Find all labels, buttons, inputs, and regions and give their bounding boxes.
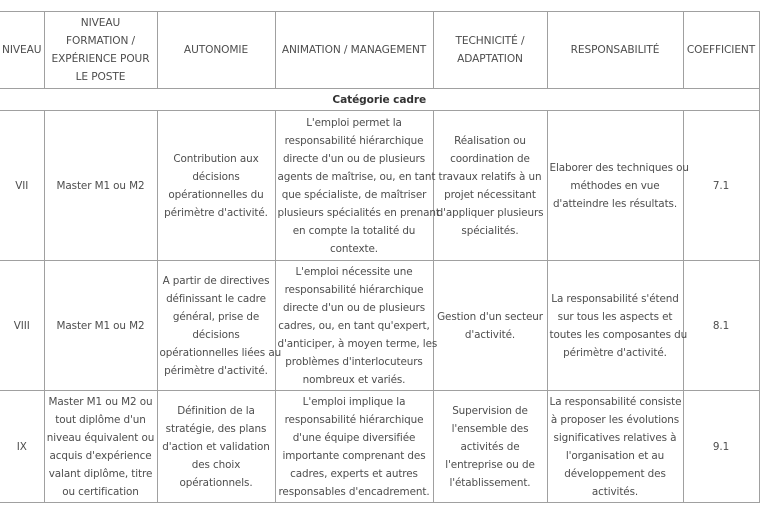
cell-text-line: d'appliquer plusieurs bbox=[436, 206, 544, 219]
cell-text-line: d'une équipe diversifiée bbox=[292, 431, 416, 444]
cell-text-line: opérationnelles du bbox=[168, 188, 264, 201]
cell-text-line: Master M1 ou M2 bbox=[56, 179, 145, 192]
cell-text-line: périmètre d'activité. bbox=[164, 364, 268, 377]
category-label: Catégorie cadre bbox=[0, 89, 759, 111]
cell-animation bbox=[275, 111, 440, 261]
cell-formation bbox=[44, 261, 157, 391]
cell-text-line: que spécialiste, de maîtriser bbox=[281, 188, 427, 201]
cell-text-line: directe d'un ou de plusieurs bbox=[282, 152, 426, 165]
cell-responsabilite bbox=[547, 261, 688, 391]
cell-text-line: opérationnelles liées au bbox=[159, 346, 282, 359]
cell-responsabilite bbox=[547, 391, 683, 503]
table-row bbox=[0, 111, 759, 261]
cell-text-line: Elaborer des techniques ou bbox=[549, 161, 689, 174]
category-row bbox=[0, 89, 759, 111]
cell-formation bbox=[44, 111, 157, 261]
classification-table bbox=[0, 11, 760, 503]
cell-text-line: d'activité. bbox=[464, 328, 516, 341]
cell-text-line: directe d'un ou de plusieurs bbox=[282, 301, 426, 314]
cell-text-line: méthodes en vue bbox=[570, 179, 660, 192]
cell-responsabilite bbox=[547, 111, 689, 261]
cell-text-line: Contribution aux bbox=[173, 152, 259, 165]
cell-text-line: l'établissement. bbox=[449, 476, 531, 489]
cell-text-line: La responsabilité consiste bbox=[549, 395, 682, 408]
cell-niveau: VIII bbox=[0, 261, 44, 391]
cell-text-line: décisions bbox=[192, 328, 240, 341]
cell-autonomie bbox=[157, 111, 275, 261]
cell-text-line: développement des bbox=[564, 467, 666, 480]
cell-technicite bbox=[433, 261, 547, 391]
header-autonomie: AUTONOMIE bbox=[157, 12, 275, 89]
cell-text-line: Gestion d'un secteur bbox=[437, 310, 543, 323]
cell-text-line: responsabilité hiérarchique bbox=[284, 134, 424, 147]
cell-text-line: Master M1 ou M2 bbox=[56, 319, 145, 332]
cell-text-line: FORMATION / bbox=[65, 35, 136, 47]
cell-text-line: décisions bbox=[192, 170, 240, 183]
cell-text-line: définissant le cadre bbox=[166, 292, 266, 305]
cell-text-line: plusieurs spécialités en prenant bbox=[277, 206, 440, 219]
cell-text-line: valant diplôme, titre bbox=[48, 467, 153, 480]
cell-text-line: ADAPTATION bbox=[457, 53, 523, 65]
cell-animation bbox=[275, 261, 438, 391]
cell-text-line: opérationnels. bbox=[179, 476, 253, 489]
cell-text-line: EXPÉRIENCE POUR bbox=[51, 53, 150, 65]
cell-text-line: activités de bbox=[460, 440, 520, 453]
cell-text-line: sur tous les aspects et bbox=[557, 310, 673, 323]
cell-text-line: cadres, ou, en tant qu'expert, bbox=[278, 319, 430, 332]
table-row bbox=[0, 391, 759, 503]
cell-technicite bbox=[433, 391, 547, 503]
cell-text-line: L'emploi implique la bbox=[302, 395, 406, 408]
cell-text-line: A partir de directives bbox=[162, 274, 270, 287]
header-niveau: NIVEAU bbox=[0, 12, 44, 89]
cell-text-line: Définition de la bbox=[177, 404, 255, 417]
cell-text-line: coordination de bbox=[450, 152, 530, 165]
cell-text-line: en compte la totalité du bbox=[292, 224, 416, 237]
cell-coefficient: 8.1 bbox=[683, 261, 759, 391]
cell-text-line: cadres, experts et autres bbox=[290, 467, 418, 480]
cell-text-line: périmètre d'activité. bbox=[164, 206, 268, 219]
header-responsabilite: RESPONSABILITÉ bbox=[547, 12, 683, 89]
header-technicite-adaptation bbox=[433, 12, 547, 89]
cell-text-line: ou certification bbox=[62, 485, 139, 498]
cell-text-line: LE POSTE bbox=[75, 71, 126, 83]
cell-coefficient: 9.1 bbox=[683, 391, 759, 503]
cell-text-line: l'entreprise ou de bbox=[445, 458, 535, 471]
cell-text-line: périmètre d'activité. bbox=[563, 346, 667, 359]
cell-text-line: l'ensemble des bbox=[451, 422, 529, 435]
cell-animation bbox=[275, 391, 433, 503]
cell-text-line: toutes les composantes du bbox=[549, 328, 688, 341]
cell-text-line: niveau équivalent ou bbox=[46, 431, 155, 444]
cell-text-line: problèmes d'interlocuteurs bbox=[285, 355, 423, 368]
cell-technicite bbox=[433, 111, 547, 261]
cell-niveau: IX bbox=[0, 391, 44, 503]
cell-text-line: travaux relatifs à un bbox=[438, 170, 542, 183]
cell-text-line: l'organisation et au bbox=[565, 449, 665, 462]
cell-text-line: L'emploi nécessite une bbox=[295, 265, 413, 278]
cell-autonomie bbox=[157, 391, 275, 503]
cell-text-line: d'atteindre les résultats. bbox=[552, 197, 678, 210]
cell-text-line: acquis d'expérience bbox=[49, 449, 152, 462]
cell-text-line: responsabilité hiérarchique bbox=[284, 283, 424, 296]
cell-text-line: stratégie, des plans bbox=[165, 422, 267, 435]
header-formation bbox=[44, 12, 157, 89]
cell-formation bbox=[44, 391, 157, 503]
cell-text-line: TECHNICITÉ / bbox=[455, 35, 525, 47]
cell-autonomie bbox=[157, 261, 282, 391]
cell-text-line: Supervision de bbox=[452, 404, 528, 417]
cell-text-line: Master M1 ou M2 ou bbox=[48, 395, 153, 408]
cell-text-line: La responsabilité s'étend bbox=[551, 292, 679, 305]
cell-text-line: importante comprenant des bbox=[282, 449, 426, 462]
header-coefficient: COEFFICIENT bbox=[683, 12, 759, 89]
cell-text-line: général, prise de bbox=[172, 310, 260, 323]
cell-text-line: agents de maîtrise, ou, en tant bbox=[277, 170, 436, 183]
header-animation-management: ANIMATION / MANAGEMENT bbox=[275, 12, 433, 89]
cell-text-line: tout diplôme d'un bbox=[55, 413, 146, 426]
cell-text-line: des choix bbox=[191, 458, 241, 471]
cell-text-line: NIVEAU bbox=[80, 17, 121, 29]
cell-text-line: activités. bbox=[591, 485, 639, 498]
cell-niveau: VII bbox=[0, 111, 44, 261]
cell-text-line: d'action et validation bbox=[162, 440, 270, 453]
cell-text-line: spécialités. bbox=[461, 224, 519, 237]
cell-text-line: Réalisation ou bbox=[454, 134, 526, 147]
cell-text-line: nombreux et variés. bbox=[302, 373, 406, 386]
table-row bbox=[0, 261, 759, 391]
cell-coefficient: 7.1 bbox=[683, 111, 759, 261]
cell-text-line: contexte. bbox=[330, 242, 378, 255]
cell-text-line: d'anticiper, à moyen terme, les bbox=[277, 337, 438, 350]
cell-text-line: significatives relatives à bbox=[553, 431, 677, 444]
cell-text-line: responsabilité hiérarchique bbox=[284, 413, 424, 426]
cell-text-line: projet nécessitant bbox=[444, 188, 536, 201]
cell-text-line: à proposer les évolutions bbox=[550, 413, 680, 426]
header-row bbox=[0, 12, 759, 89]
cell-text-line: responsables d'encadrement. bbox=[278, 485, 430, 498]
cell-text-line: L'emploi permet la bbox=[306, 116, 402, 129]
